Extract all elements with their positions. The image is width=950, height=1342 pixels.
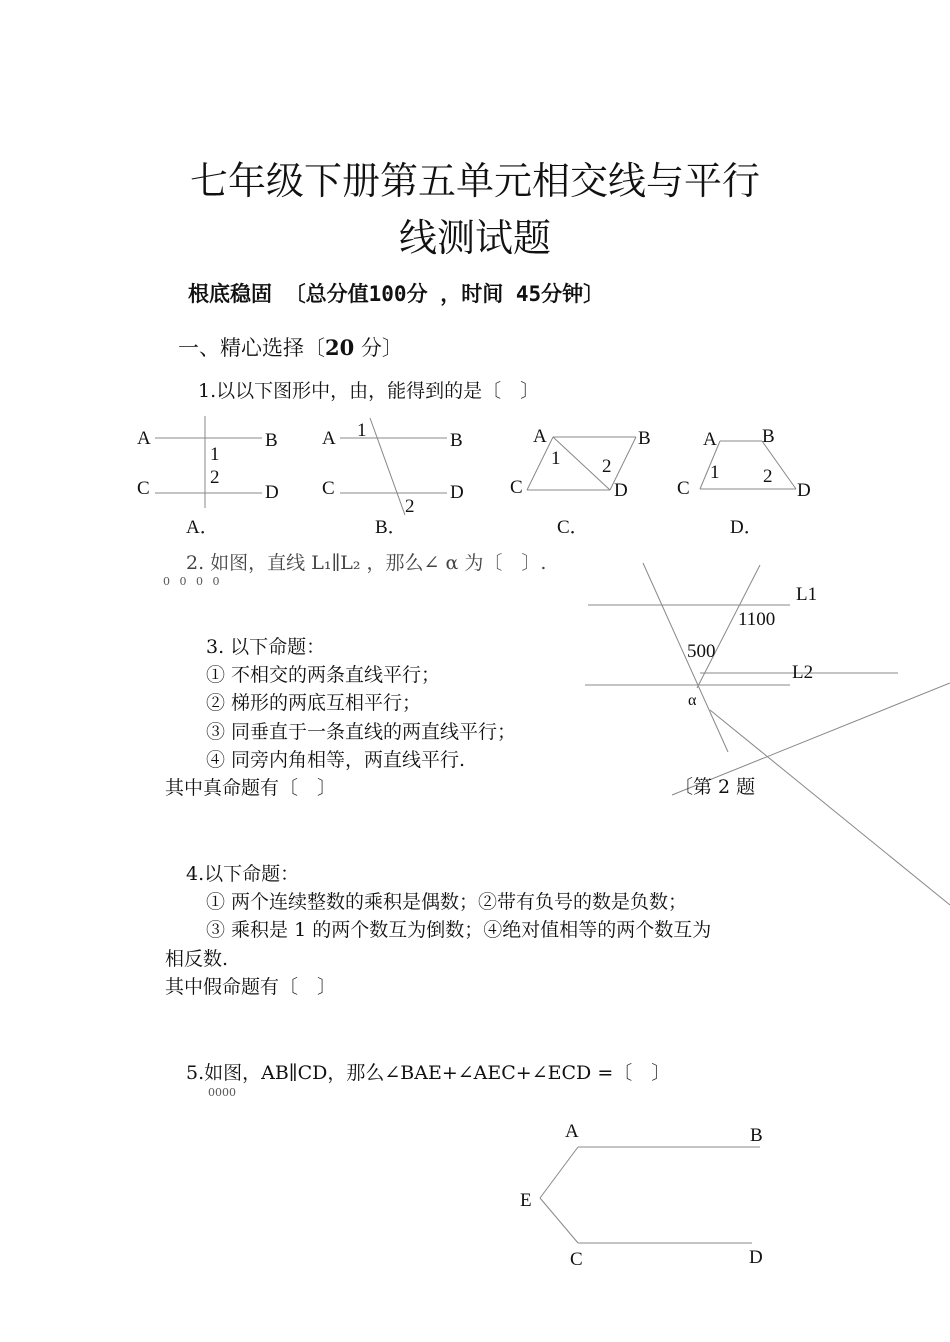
q1b-angle-1: 1 bbox=[357, 420, 367, 441]
question-2-text: 2. 如图，直线 L₁∥L₂ ，那么∠ α 为〔 〕. bbox=[186, 552, 547, 574]
q1d-angle-1: 1 bbox=[710, 462, 720, 483]
q1a-angle-2: 2 bbox=[210, 467, 220, 488]
q1b-label-a: A bbox=[322, 428, 336, 449]
q5-line-ec bbox=[540, 1198, 578, 1243]
q5-label-b: B bbox=[750, 1125, 763, 1146]
section-heading-score: 20 bbox=[325, 335, 355, 360]
q5-label-a: A bbox=[565, 1121, 579, 1142]
q1c-label-b: B bbox=[638, 428, 651, 449]
q1a-label-c: C bbox=[137, 478, 150, 499]
q2-alpha: α bbox=[688, 692, 697, 709]
q1a-label-a: A bbox=[137, 428, 151, 449]
q5-label-d: D bbox=[749, 1247, 763, 1268]
q5-label-e: E bbox=[520, 1190, 532, 1211]
q2-angle-1100: 1100 bbox=[738, 609, 776, 630]
q1b-transversal bbox=[370, 418, 405, 515]
page-title-line2: 线测试题 bbox=[398, 216, 551, 260]
q1a-label-d: D bbox=[265, 482, 279, 503]
q5-label-c: C bbox=[570, 1249, 583, 1270]
q1c-label-a: A bbox=[533, 426, 547, 447]
question-4-line-3: 相反数. bbox=[165, 948, 229, 970]
question-3-item-3: ③ 同垂直于一条直线的两直线平行； bbox=[206, 721, 517, 743]
question-5-text: 5.如图，AB∥CD，那么∠BAE+∠AEC+∠ECD =〔 〕 bbox=[186, 1062, 671, 1084]
q1b-label-b: B bbox=[450, 430, 463, 451]
q1-option-d: D． bbox=[730, 517, 763, 538]
q2-label-l1: L1 bbox=[796, 584, 818, 605]
q2-label-l2: L2 bbox=[792, 662, 814, 683]
q1-option-c: C． bbox=[557, 517, 589, 538]
q2-caption: 〔第 2 题 bbox=[674, 776, 756, 798]
question-3-text: 3. 以下命题： bbox=[206, 636, 326, 658]
question-5-options-hint: 0000 bbox=[208, 1086, 236, 1099]
question-4-text: 4.以下命题： bbox=[186, 863, 300, 885]
q1a-angle-1: 1 bbox=[210, 444, 220, 465]
q1-option-a: A． bbox=[186, 517, 219, 538]
question-4-line-1: ① 两个连续整数的乘积是偶数；②带有负号的数是负数； bbox=[206, 891, 688, 913]
section-heading-post: 分〕 bbox=[354, 336, 403, 360]
question-3-item-2: ② 梯形的两底互相平行； bbox=[206, 692, 422, 714]
q1c-angle-1: 1 bbox=[551, 448, 561, 469]
q1c-label-c: C bbox=[510, 477, 523, 498]
q2-long-diag-1 bbox=[710, 710, 950, 905]
question-3-tail: 其中真命题有〔 〕 bbox=[165, 777, 337, 799]
q1b-angle-2: 2 bbox=[405, 496, 415, 517]
q1d-label-b: B bbox=[762, 426, 775, 447]
q2-angle-500: 500 bbox=[687, 641, 716, 662]
q5-line-ae bbox=[540, 1147, 578, 1198]
q1d-label-c: C bbox=[677, 478, 690, 499]
question-3-item-1: ① 不相交的两条直线平行； bbox=[206, 664, 441, 686]
question-4-line-2: ③ 乘积是 1 的两个数互为倒数；④绝对值相等的两个数互为 bbox=[206, 919, 712, 941]
q1a-label-b: B bbox=[265, 430, 278, 451]
q1d-angle-2: 2 bbox=[763, 466, 773, 487]
question-4-tail: 其中假命题有〔 〕 bbox=[165, 976, 337, 998]
q1c-angle-2: 2 bbox=[602, 456, 612, 477]
q1d-label-d: D bbox=[797, 480, 811, 501]
q1b-label-c: C bbox=[322, 478, 335, 499]
question-1-text: 1.以以下图形中，由，能得到的是〔 〕 bbox=[198, 380, 540, 402]
q1c-label-d: D bbox=[614, 480, 628, 501]
q1d-label-a: A bbox=[703, 429, 717, 450]
question-2-options-hint: 0 0 0 0 bbox=[163, 575, 223, 588]
page-title-line1: 七年级下册第五单元相交线与平行 bbox=[189, 159, 760, 203]
question-3-item-4: ④ 同旁内角相等，两直线平行. bbox=[206, 749, 466, 771]
q1b-label-d: D bbox=[450, 482, 464, 503]
q1-option-b: B． bbox=[375, 517, 407, 538]
section-heading-pre: 一、精心选择〔 bbox=[178, 336, 325, 360]
exam-subtitle: 根底稳固 〔总分值100分 ，时间 45分钟〕 bbox=[188, 282, 605, 306]
